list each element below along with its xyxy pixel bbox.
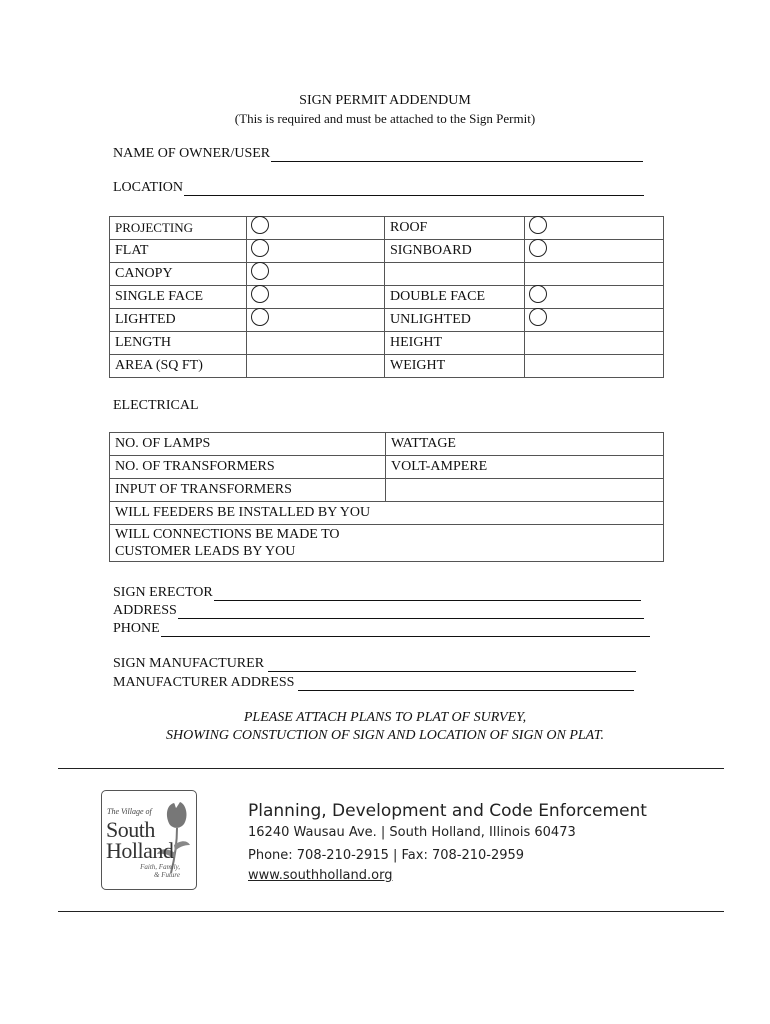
note-line2: SHOWING CONSTUCTION OF SIGN AND LOCATION OF SIGN ON PLAT. — [166, 728, 604, 743]
option-mark-cell — [247, 217, 385, 240]
option-label: WEIGHT — [385, 355, 525, 378]
erector-phone-blank[interactable] — [161, 623, 650, 637]
option-label: DOUBLE FACE — [385, 286, 525, 309]
sign-manufacturer-field — [113, 656, 636, 672]
option-label: ROOF — [385, 217, 525, 240]
connections-cell[interactable] — [110, 525, 664, 562]
table-row — [110, 355, 664, 378]
input-of-transformers-value[interactable] — [386, 479, 664, 502]
owner-blank[interactable] — [271, 148, 643, 162]
logo-tagline1: Faith, Family, — [140, 863, 180, 871]
table-row — [110, 309, 664, 332]
logo-top-text: The Village of — [107, 807, 152, 816]
option-label: LIGHTED — [110, 309, 247, 332]
manufacturer-address-blank[interactable] — [298, 677, 634, 691]
option-label: UNLIGHTED — [385, 309, 525, 332]
table-row — [110, 217, 664, 240]
sign-manufacturer-blank[interactable] — [268, 658, 636, 672]
radio-circle-icon[interactable] — [251, 308, 269, 326]
footer-bottom-divider — [58, 911, 724, 912]
feeders-cell[interactable]: WILL FEEDERS BE INSTALLED BY YOU — [110, 502, 664, 525]
option-label: AREA (SQ FT) — [110, 355, 247, 378]
option-mark-cell — [525, 286, 664, 309]
org-website-link[interactable]: www.southholland.org — [248, 868, 393, 883]
table-row — [110, 456, 664, 479]
radio-circle-icon[interactable] — [251, 239, 269, 257]
option-mark-cell — [525, 309, 664, 332]
manufacturer-address-field — [113, 675, 634, 691]
sign-erector-field — [113, 585, 641, 601]
table-row — [110, 502, 664, 525]
table-row — [110, 286, 664, 309]
option-label — [385, 263, 525, 286]
note-line1: PLEASE ATTACH PLANS TO PLAT OF SURVEY, — [243, 710, 527, 725]
logo-line2: Holland — [106, 838, 174, 863]
option-mark-cell — [247, 355, 385, 378]
no-of-lamps-cell[interactable]: NO. OF LAMPS — [110, 433, 386, 456]
option-label: FLAT — [110, 240, 247, 263]
option-mark-cell — [247, 263, 385, 286]
page-title: SIGN PERMIT ADDENDUM — [299, 93, 471, 108]
connections-line2: CUSTOMER LEADS BY YOU — [115, 544, 296, 559]
erector-phone-label: PHONE — [113, 621, 160, 636]
radio-circle-icon[interactable] — [529, 216, 547, 234]
owner-field — [113, 146, 643, 162]
option-mark-cell — [525, 332, 664, 355]
village-logo — [101, 790, 197, 890]
owner-label: NAME OF OWNER/USER — [113, 146, 271, 161]
erector-address-blank[interactable] — [178, 605, 644, 619]
table-row — [110, 263, 664, 286]
table-row — [110, 433, 664, 456]
sign-erector-blank[interactable] — [214, 587, 641, 601]
option-mark-cell — [525, 217, 664, 240]
radio-circle-icon[interactable] — [251, 285, 269, 303]
erector-address-label: ADDRESS — [113, 603, 177, 618]
radio-circle-icon[interactable] — [251, 216, 269, 234]
option-mark-cell — [525, 263, 664, 286]
input-of-transformers-cell[interactable]: INPUT OF TRANSFORMERS — [110, 479, 386, 502]
sign-manufacturer-label: SIGN MANUFACTURER — [113, 656, 265, 671]
footer-top-divider — [58, 768, 724, 769]
erector-address-field — [113, 603, 644, 619]
option-mark-cell — [247, 309, 385, 332]
logo-tagline2: & Future — [154, 871, 180, 879]
table-row — [110, 525, 664, 562]
logo-line1: South — [106, 817, 155, 842]
option-label: CANOPY — [110, 263, 247, 286]
no-of-transformers-cell[interactable]: NO. OF TRANSFORMERS — [110, 456, 386, 479]
location-field — [113, 180, 644, 196]
org-phone: Phone: 708-210-2915 | Fax: 708-210-2959 — [248, 848, 525, 863]
table-row — [110, 479, 664, 502]
electrical-heading: ELECTRICAL — [113, 398, 199, 413]
radio-circle-icon[interactable] — [529, 285, 547, 303]
electrical-table — [109, 432, 664, 562]
wattage-cell[interactable]: WATTAGE — [386, 433, 664, 456]
sign-erector-label: SIGN ERECTOR — [113, 585, 213, 600]
page-subtitle: (This is required and must be attached to the Sign Permit) — [234, 111, 536, 126]
option-label: SIGNBOARD — [385, 240, 525, 263]
option-mark-cell — [247, 240, 385, 263]
option-label: PROJECTING — [110, 217, 247, 240]
option-label: LENGTH — [110, 332, 247, 355]
radio-circle-icon[interactable] — [251, 262, 269, 280]
logo-tagline — [124, 863, 180, 879]
option-mark-cell — [525, 355, 664, 378]
org-name: Planning, Development and Code Enforcement — [248, 801, 647, 821]
location-label: LOCATION — [113, 180, 183, 195]
org-address: 16240 Wausau Ave. | South Holland, Illinois 60473 — [248, 825, 576, 840]
location-blank[interactable] — [184, 182, 644, 196]
volt-ampere-cell[interactable]: VOLT-AMPERE — [386, 456, 664, 479]
radio-circle-icon[interactable] — [529, 308, 547, 326]
option-mark-cell — [247, 286, 385, 309]
table-row — [110, 332, 664, 355]
connections-line1: WILL CONNECTIONS BE MADE TO — [115, 527, 340, 542]
sign-type-table — [109, 216, 664, 378]
option-mark-cell — [247, 332, 385, 355]
erector-phone-field — [113, 621, 650, 637]
table-row — [110, 240, 664, 263]
manufacturer-address-label: MANUFACTURER ADDRESS — [113, 675, 295, 690]
option-mark-cell — [525, 240, 664, 263]
option-label: HEIGHT — [385, 332, 525, 355]
option-label: SINGLE FACE — [110, 286, 247, 309]
radio-circle-icon[interactable] — [529, 239, 547, 257]
